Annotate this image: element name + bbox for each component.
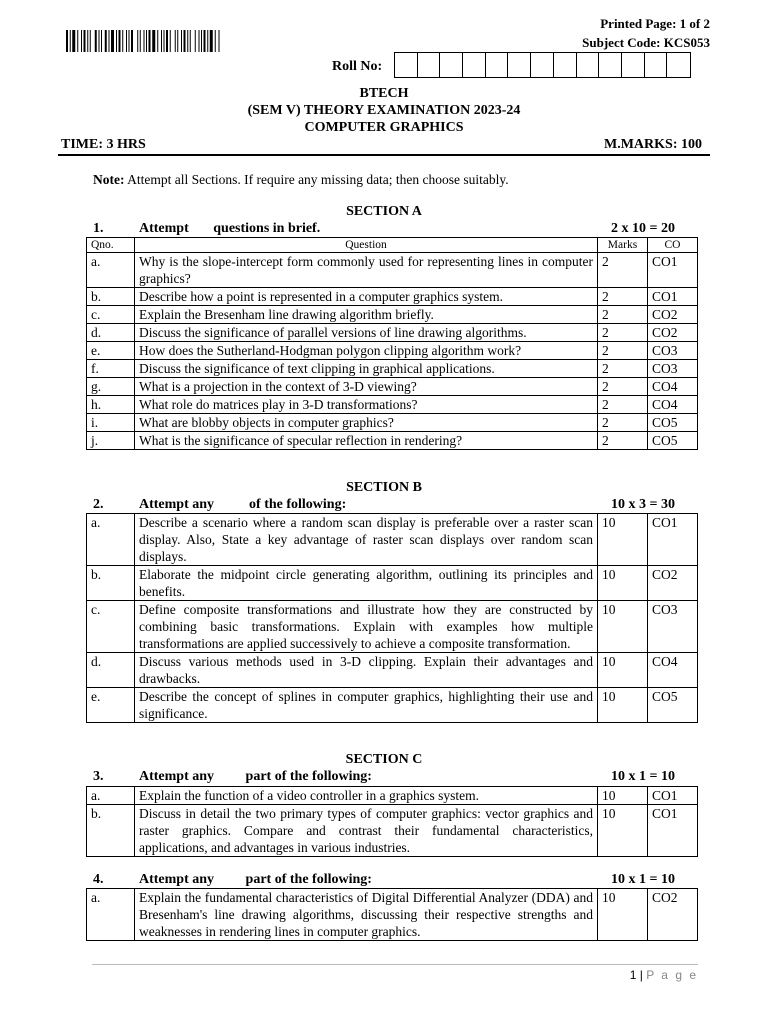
exam-time: TIME: 3 HRS (61, 137, 146, 152)
note-text: Attempt all Sections. If require any missing data; then choose suitably. (124, 172, 509, 187)
section-c-q4-table (86, 888, 698, 941)
roll-no-box (463, 53, 486, 77)
row-qno: a. (87, 889, 135, 941)
row-co: CO2 (648, 324, 698, 342)
table-row (87, 787, 698, 805)
row-marks: 2 (598, 288, 648, 306)
row-qno: d. (87, 324, 135, 342)
roll-no-box (486, 53, 509, 77)
section-c-title: SECTION C (345, 752, 423, 767)
row-marks: 2 (598, 414, 648, 432)
row-qno: e. (87, 688, 135, 723)
table-row (87, 360, 698, 378)
row-qno: j. (87, 432, 135, 450)
table-row (87, 396, 698, 414)
note-label: Note: (93, 172, 125, 187)
section-b-table (86, 513, 698, 723)
row-question: Why is the slope-intercept form commonly used for representing lines in computer graphics? (135, 253, 598, 288)
row-marks: 2 (598, 342, 648, 360)
subject-title: COMPUTER GRAPHICS (304, 120, 464, 135)
col-qno: Qno. (87, 238, 135, 253)
roll-no-box (418, 53, 441, 77)
row-question: Define composite transformations and illustrate how they are constructed by combining basic transformations. Explain with examples how multiple transformations are applied successively to achieve a composite transformation. (135, 601, 598, 653)
row-qno: b. (87, 805, 135, 857)
col-marks: Marks (598, 238, 648, 253)
question-number: 4. (93, 872, 104, 887)
roll-no-box (531, 53, 554, 77)
table-row (87, 378, 698, 396)
roll-no-box (577, 53, 600, 77)
row-marks: 2 (598, 253, 648, 288)
roll-no-box (508, 53, 531, 77)
row-question: Explain the fundamental characteristics of Digital Differential Analyzer (DDA) and Bresenham's line drawing algorithms, discussing their respective strengths and weaknesses in rendering lines in computer graphics. (135, 889, 598, 941)
row-marks: 10 (598, 805, 648, 857)
row-question: Discuss the significance of text clipping in graphical applications. (135, 360, 598, 378)
row-marks: 2 (598, 324, 648, 342)
table-header-row (87, 238, 698, 253)
row-qno: e. (87, 342, 135, 360)
header-rule (58, 154, 710, 156)
row-co: CO2 (648, 566, 698, 601)
col-co: CO (648, 238, 698, 253)
row-question: Explain the function of a video controller in a graphics system. (135, 787, 598, 805)
row-qno: b. (87, 288, 135, 306)
row-question: What role do matrices play in 3-D transformations? (135, 396, 598, 414)
row-qno: h. (87, 396, 135, 414)
row-question: What are blobby objects in computer graphics? (135, 414, 598, 432)
table-row (87, 805, 698, 857)
roll-no-box (554, 53, 577, 77)
row-marks: 2 (598, 378, 648, 396)
row-qno: d. (87, 653, 135, 688)
row-qno: c. (87, 306, 135, 324)
row-co: CO3 (648, 360, 698, 378)
row-marks: 10 (598, 889, 648, 941)
footer-rule (92, 964, 698, 965)
row-co: CO4 (648, 378, 698, 396)
roll-no-label: Roll No: (332, 59, 383, 74)
row-question: Elaborate the midpoint circle generating algorithm, outlining its principles and benefits. (135, 566, 598, 601)
row-question: Discuss the significance of parallel versions of line drawing algorithms. (135, 324, 598, 342)
row-qno: b. (87, 566, 135, 601)
row-qno: f. (87, 360, 135, 378)
table-row (87, 414, 698, 432)
row-co: CO3 (648, 342, 698, 360)
page-word: P a g e (646, 968, 698, 982)
roll-no-box (622, 53, 645, 77)
printed-page: Printed Page: 1 of 2 (600, 16, 710, 31)
question-instruction: Attempt any part of the following: (139, 872, 372, 887)
table-row (87, 601, 698, 653)
row-marks: 2 (598, 432, 648, 450)
table-row (87, 566, 698, 601)
row-marks: 10 (598, 514, 648, 566)
question-number: 3. (93, 769, 104, 784)
roll-no-box (440, 53, 463, 77)
col-question: Question (135, 238, 598, 253)
question-marks: 10 x 1 = 10 (611, 872, 675, 887)
row-qno: a. (87, 787, 135, 805)
table-row (87, 653, 698, 688)
row-qno: c. (87, 601, 135, 653)
roll-no-box (599, 53, 622, 77)
program-title: BTECH (359, 86, 409, 101)
barcode-image (66, 30, 296, 52)
page-separator: | (636, 968, 647, 982)
question-number: 1. (93, 221, 104, 236)
table-row (87, 306, 698, 324)
table-row (87, 432, 698, 450)
row-co: CO5 (648, 414, 698, 432)
row-marks: 2 (598, 306, 648, 324)
roll-no-box (645, 53, 668, 77)
row-co: CO1 (648, 514, 698, 566)
row-question: Describe how a point is represented in a computer graphics system. (135, 288, 598, 306)
page-footer (630, 968, 698, 982)
row-marks: 2 (598, 360, 648, 378)
question-marks: 2 x 10 = 20 (611, 221, 675, 236)
question-marks: 10 x 1 = 10 (611, 769, 675, 784)
row-co: CO4 (648, 653, 698, 688)
section-a-table (86, 237, 698, 450)
subject-code: Subject Code: KCS053 (582, 35, 710, 50)
exam-title: (SEM V) THEORY EXAMINATION 2023-24 (247, 103, 521, 118)
row-question: Discuss in detail the two primary types of computer graphics: vector graphics and raster graphics. Compare and contrast their fundamental characteristics, applications, and advantages in various industries. (135, 805, 598, 857)
section-a-title: SECTION A (346, 204, 422, 219)
row-co: CO1 (648, 805, 698, 857)
row-co: CO1 (648, 253, 698, 288)
max-marks: M.MARKS: 100 (604, 137, 702, 152)
row-co: CO3 (648, 601, 698, 653)
row-co: CO1 (648, 787, 698, 805)
row-question: What is the significance of specular reflection in rendering? (135, 432, 598, 450)
row-marks: 10 (598, 566, 648, 601)
row-qno: a. (87, 253, 135, 288)
row-question: Describe a scenario where a random scan display is preferable over a raster scan display. Also, State a key advantage of raster scan displays over random scan displays. (135, 514, 598, 566)
row-co: CO2 (648, 306, 698, 324)
row-marks: 10 (598, 787, 648, 805)
row-marks: 2 (598, 396, 648, 414)
row-qno: a. (87, 514, 135, 566)
page-number: 1 (629, 968, 637, 982)
row-marks: 10 (598, 653, 648, 688)
question-instruction: Attempt any part of the following: (139, 769, 372, 784)
question-number: 2. (93, 497, 104, 512)
table-row (87, 889, 698, 941)
table-row (87, 342, 698, 360)
table-row (87, 253, 698, 288)
row-marks: 10 (598, 688, 648, 723)
roll-no-box (395, 53, 418, 77)
row-qno: g. (87, 378, 135, 396)
table-row (87, 288, 698, 306)
question-instruction: Attempt any of the following: (139, 497, 347, 512)
roll-no-box (667, 53, 690, 77)
table-row (87, 324, 698, 342)
question-instruction: Attempt questions in brief. (139, 221, 321, 236)
row-co: CO2 (648, 889, 698, 941)
table-row (87, 688, 698, 723)
row-qno: i. (87, 414, 135, 432)
row-co: CO5 (648, 432, 698, 450)
roll-no-boxes (394, 52, 691, 78)
row-co: CO5 (648, 688, 698, 723)
row-question: Explain the Bresenham line drawing algorithm briefly. (135, 306, 598, 324)
row-question: Discuss various methods used in 3-D clipping. Explain their advantages and drawbacks. (135, 653, 598, 688)
row-co: CO1 (648, 288, 698, 306)
row-question: Describe the concept of splines in computer graphics, highlighting their use and significance. (135, 688, 598, 723)
row-question: What is a projection in the context of 3-D viewing? (135, 378, 598, 396)
row-question: How does the Sutherland-Hodgman polygon clipping algorithm work? (135, 342, 598, 360)
table-row (87, 514, 698, 566)
section-c-q3-table (86, 786, 698, 857)
question-marks: 10 x 3 = 30 (611, 497, 675, 512)
section-b-title: SECTION B (346, 480, 422, 495)
row-co: CO4 (648, 396, 698, 414)
row-marks: 10 (598, 601, 648, 653)
instructions-note (93, 172, 509, 188)
